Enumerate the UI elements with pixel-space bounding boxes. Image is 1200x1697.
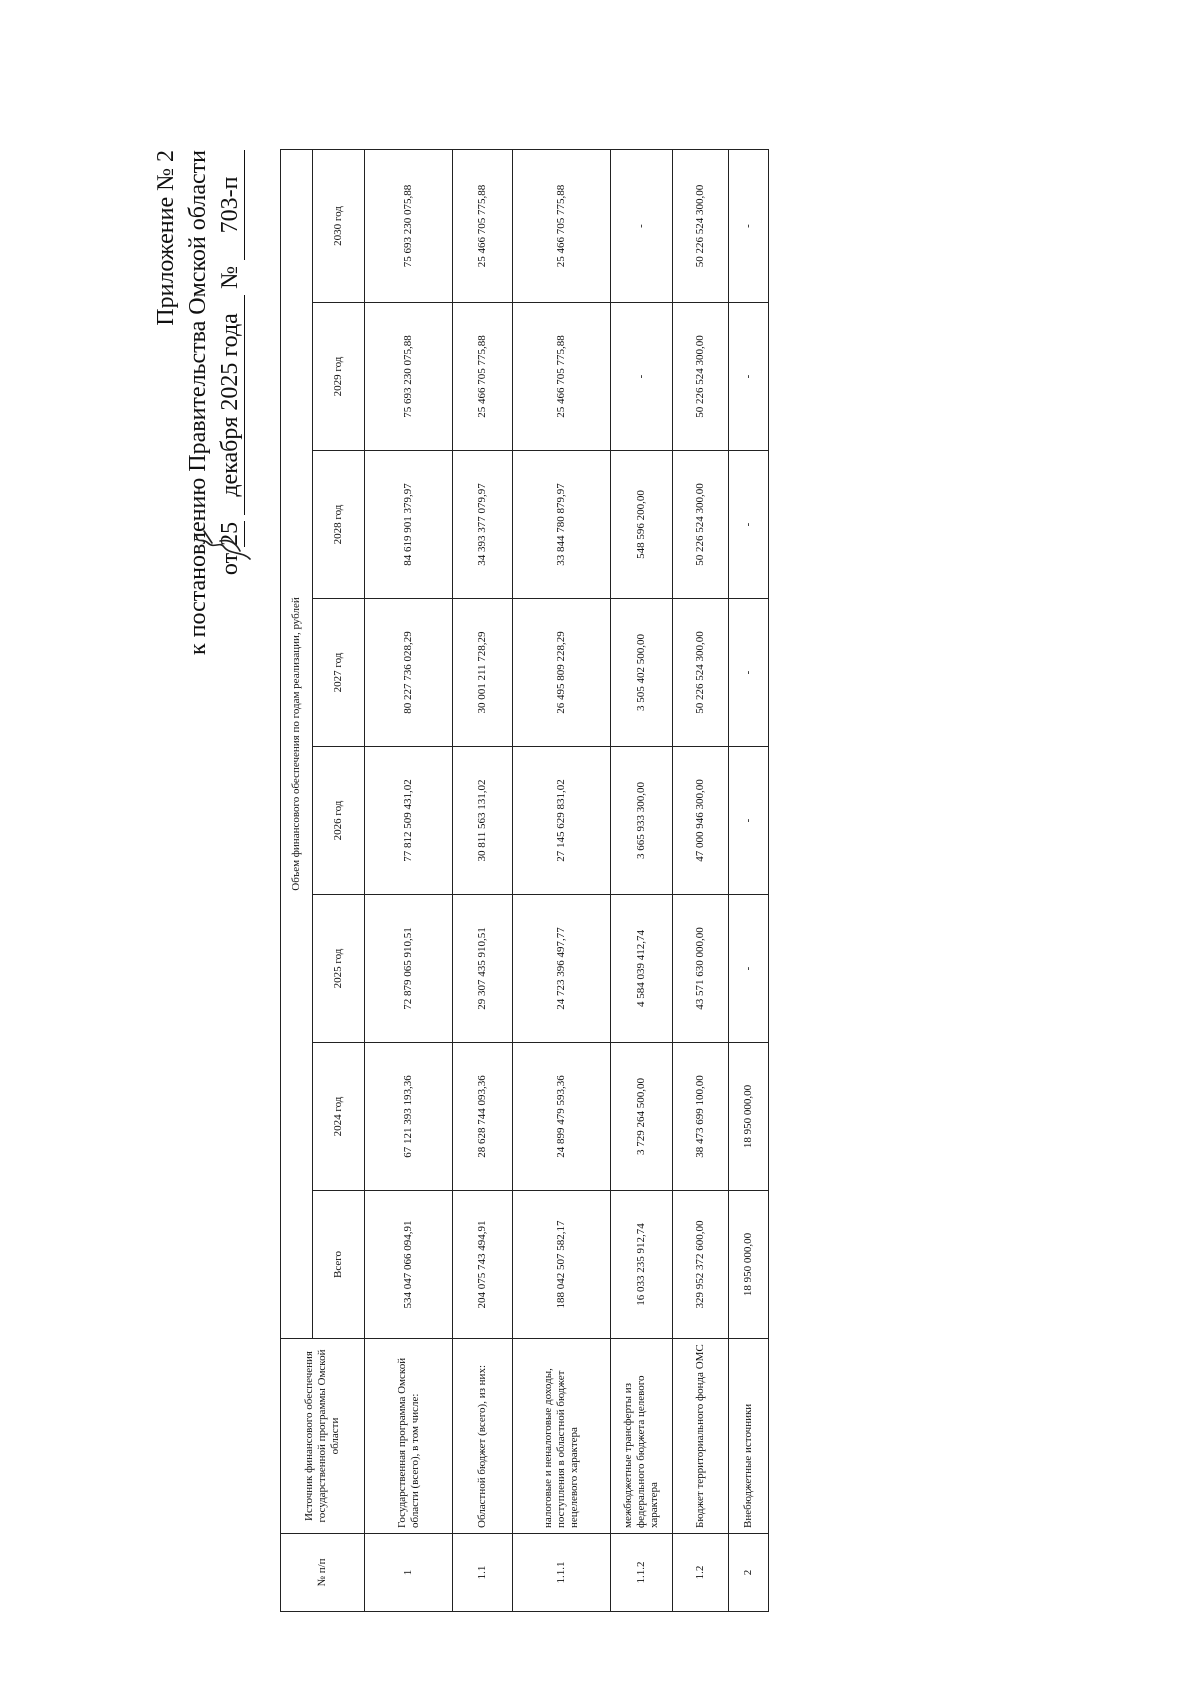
funding-table xyxy=(280,149,769,1612)
cell-2028: 50 226 524 300,00 xyxy=(673,451,729,599)
cell-2028: - xyxy=(729,451,769,599)
cell-2028: 34 393 377 079,97 xyxy=(453,451,513,599)
table-row xyxy=(365,150,453,1612)
header-num: № п/п xyxy=(281,1534,365,1612)
cell-2029: 75 693 230 075,88 xyxy=(365,303,453,451)
row-source: межбюджетные трансферты из федерального бюджета целевого характера xyxy=(611,1339,673,1534)
header-group-funding: Объем финансового обеспечения по годам реализации, рублей xyxy=(281,150,313,1339)
header-year-2025: 2025 год xyxy=(313,895,365,1043)
row-num: 1.2 xyxy=(673,1534,729,1612)
cell-2026: 47 000 946 300,00 xyxy=(673,747,729,895)
cell-total: 16 033 235 912,74 xyxy=(611,1191,673,1339)
document-number: 703-п xyxy=(216,150,245,260)
header-year-2024: 2024 год xyxy=(313,1043,365,1191)
row-source: Областной бюджет (всего), из них: xyxy=(453,1339,513,1534)
appendix-subtitle: к постановлению Правительства Омской области xyxy=(185,150,211,656)
cell-total: 534 047 066 094,91 xyxy=(365,1191,453,1339)
row-num: 1.1.2 xyxy=(611,1534,673,1612)
row-num: 1 xyxy=(365,1534,453,1612)
header-source: Источник финансового обеспечения государственной программы Омской области xyxy=(281,1339,365,1534)
cell-2024: 24 899 479 593,36 xyxy=(513,1043,611,1191)
cell-2028: 548 596 200,00 xyxy=(611,451,673,599)
table-row xyxy=(611,150,673,1612)
cell-2030: 25 466 705 775,88 xyxy=(453,150,513,303)
cell-2026: 30 811 563 131,02 xyxy=(453,747,513,895)
header-year-2028: 2028 год xyxy=(313,451,365,599)
cell-total: 329 952 372 600,00 xyxy=(673,1191,729,1339)
cell-2025: - xyxy=(729,895,769,1043)
cell-total: 188 042 507 582,17 xyxy=(513,1191,611,1339)
cell-2030: - xyxy=(611,150,673,303)
cell-total: 18 950 000,00 xyxy=(729,1191,769,1339)
row-source: Бюджет территориального фонда ОМС xyxy=(673,1339,729,1534)
cell-2027: 3 505 402 500,00 xyxy=(611,599,673,747)
table-row xyxy=(453,150,513,1612)
cell-2029: 25 466 705 775,88 xyxy=(453,303,513,451)
cell-2028: 33 844 780 879,97 xyxy=(513,451,611,599)
cell-2024: 38 473 699 100,00 xyxy=(673,1043,729,1191)
cell-2026: 77 812 509 431,02 xyxy=(365,747,453,895)
cell-2025: 72 879 065 910,51 xyxy=(365,895,453,1043)
table-row xyxy=(729,150,769,1612)
date-day: 25 xyxy=(217,521,243,546)
cell-2029: - xyxy=(729,303,769,451)
cell-2025: 24 723 396 497,77 xyxy=(513,895,611,1043)
cell-2025: 4 584 039 412,74 xyxy=(611,895,673,1043)
cell-2030: 75 693 230 075,88 xyxy=(365,150,453,303)
cell-2027: - xyxy=(729,599,769,747)
table-row xyxy=(513,150,611,1612)
cell-2025: 43 571 630 000,00 xyxy=(673,895,729,1043)
cell-2030: 25 466 705 775,88 xyxy=(513,150,611,303)
cell-2029: 50 226 524 300,00 xyxy=(673,303,729,451)
cell-2024: 3 729 264 500,00 xyxy=(611,1043,673,1191)
cell-2026: 27 145 629 831,02 xyxy=(513,747,611,895)
cell-2024: 28 628 744 093,36 xyxy=(453,1043,513,1191)
cell-total: 204 075 743 494,91 xyxy=(453,1191,513,1339)
cell-2029: - xyxy=(611,303,673,451)
cell-2028: 84 619 901 379,97 xyxy=(365,451,453,599)
cell-2027: 30 001 211 728,29 xyxy=(453,599,513,747)
header-year-2026: 2026 год xyxy=(313,747,365,895)
date-month-year: декабря 2025 года xyxy=(216,295,245,515)
cell-2029: 25 466 705 775,88 xyxy=(513,303,611,451)
appendix-title: Приложение № 2 xyxy=(153,150,179,326)
document-sheet xyxy=(150,150,754,1620)
row-num: 1.1 xyxy=(453,1534,513,1612)
number-sign: № xyxy=(217,266,243,289)
row-source: Внебюджетные источники xyxy=(729,1339,769,1534)
cell-2030: - xyxy=(729,150,769,303)
appendix-header xyxy=(150,150,246,710)
appendix-date-line xyxy=(214,150,246,710)
row-source: налоговые и неналоговые доходы, поступления в областной бюджет нецелевого характера xyxy=(513,1339,611,1534)
cell-2027: 26 495 809 228,29 xyxy=(513,599,611,747)
cell-2026: 3 665 933 300,00 xyxy=(611,747,673,895)
header-year-2027: 2027 год xyxy=(313,599,365,747)
row-source: Государственная программа Омской области (всего), в том числе: xyxy=(365,1339,453,1534)
cell-2030: 50 226 524 300,00 xyxy=(673,150,729,303)
date-prefix: от xyxy=(217,552,243,576)
handwritten-signature xyxy=(190,525,260,565)
header-total: Всего xyxy=(313,1191,365,1339)
table-row xyxy=(673,150,729,1612)
row-num: 1.1.1 xyxy=(513,1534,611,1612)
cell-2025: 29 307 435 910,51 xyxy=(453,895,513,1043)
cell-2027: 50 226 524 300,00 xyxy=(673,599,729,747)
cell-2024: 18 950 000,00 xyxy=(729,1043,769,1191)
cell-2027: 80 227 736 028,29 xyxy=(365,599,453,747)
cell-2024: 67 121 393 193,36 xyxy=(365,1043,453,1191)
header-year-2030: 2030 год xyxy=(313,150,365,303)
cell-2026: - xyxy=(729,747,769,895)
header-year-2029: 2029 год xyxy=(313,303,365,451)
row-num: 2 xyxy=(729,1534,769,1612)
